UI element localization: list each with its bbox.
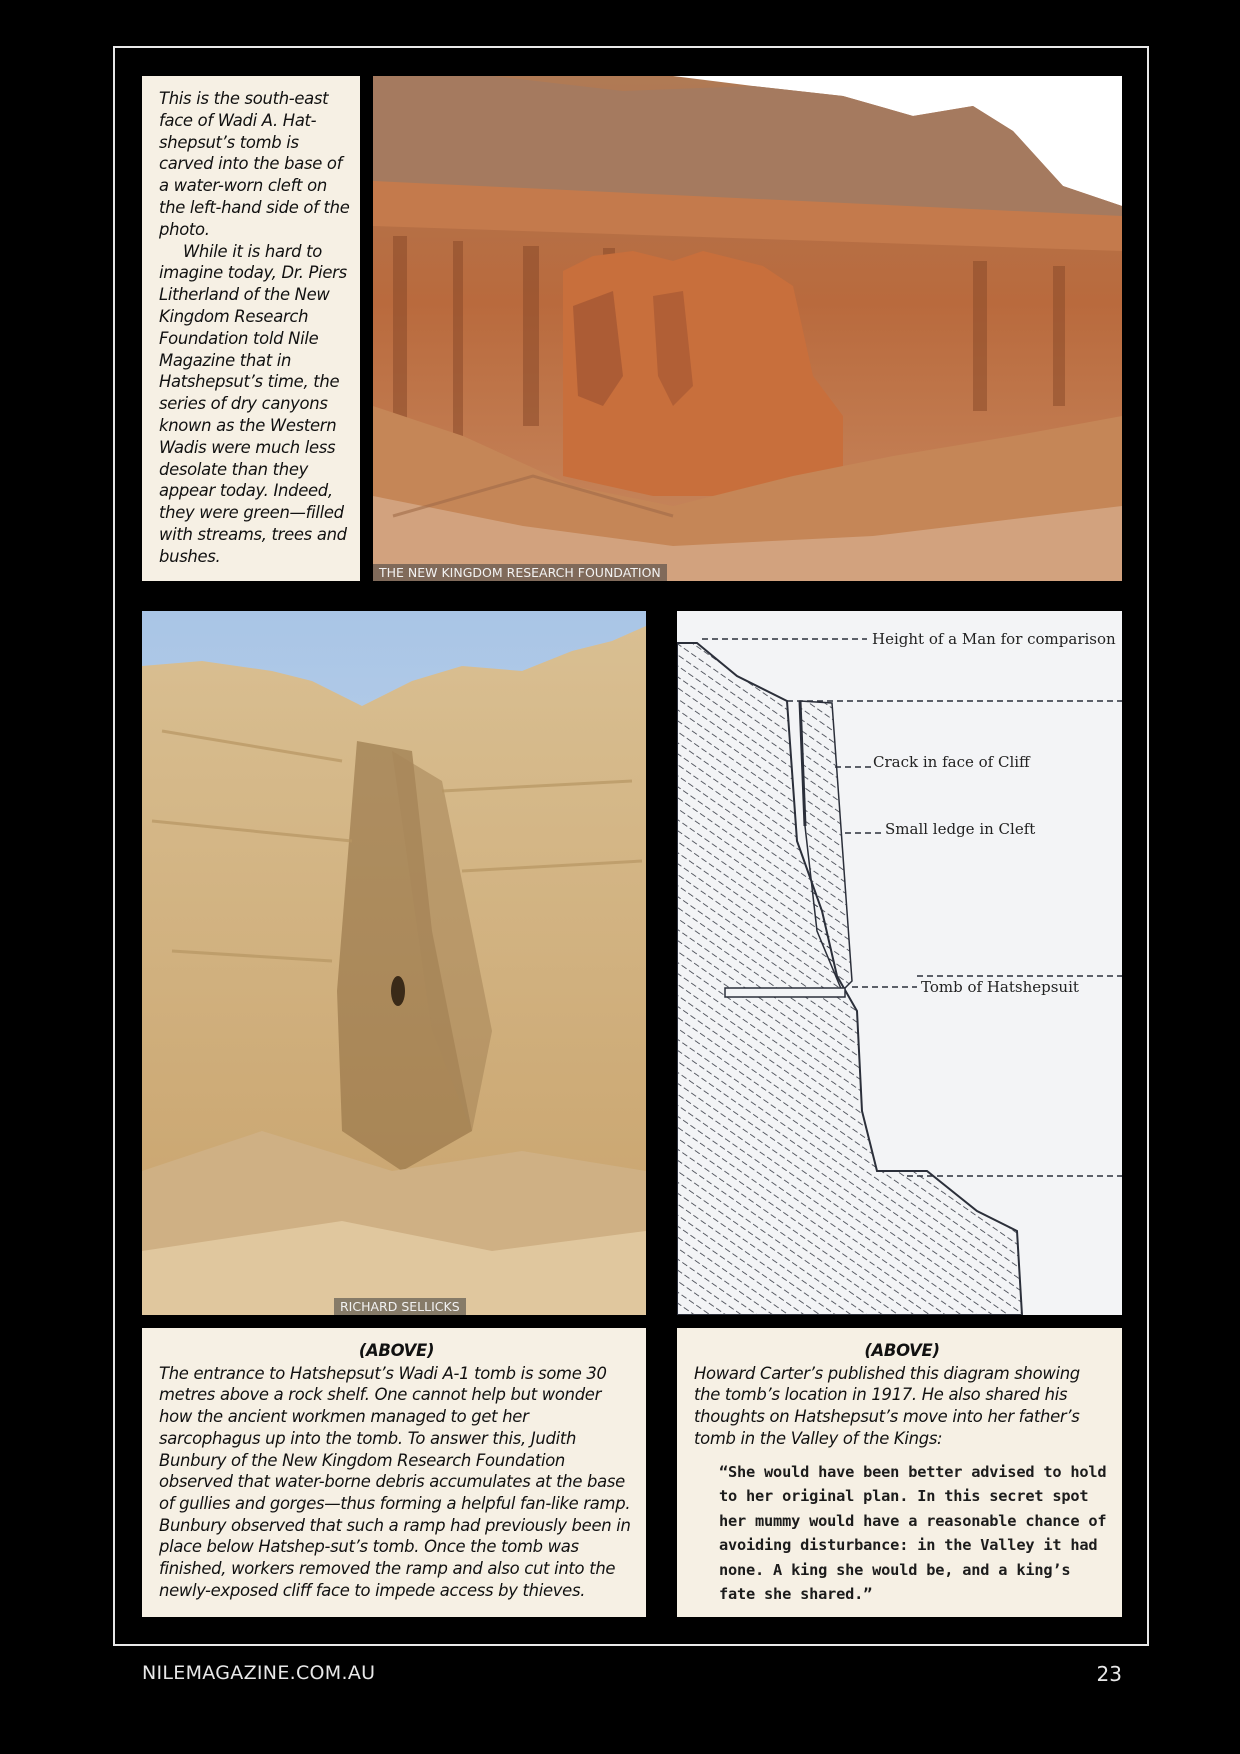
cliff-photo	[373, 76, 1122, 581]
right-caption-heading: (ABOVE)	[864, 1341, 940, 1360]
page-number: 23	[1096, 1662, 1122, 1686]
intro-paragraph-1: This is the south-east face of Wadi A. Hat-shepsut’s tomb is carved into the base of a water-worn cleft on the left-hand side of the photo.	[159, 89, 350, 239]
diagram-label-man: Height of a Man for comparison	[872, 630, 1116, 648]
diagram-label-ledge: Small ledge in Cleft	[885, 820, 1036, 838]
intro-text-box	[142, 76, 360, 581]
diagram-label-crack: Crack in face of Cliff	[873, 753, 1030, 771]
diagram-label-tomb: Tomb of Hatshepsuit	[921, 978, 1079, 996]
footer-website: NILEMAGAZINE.COM.AU	[142, 1662, 376, 1684]
carter-quote: “She would have been better advised to hold to her original plan. In this secret spot her mummy would have a reasonable chance of avoiding disturbance: in the Valley it had none. A king she would be, and a king’s fate she shared.”	[719, 1462, 1107, 1604]
carter-cliff-diagram	[677, 611, 1122, 1315]
intro-paragraph-2: While it is hard to imagine today, Dr. Piers Litherland of the New Kingdom Research Foundation told Nile Magazine that in Hatshepsut’s time, the series of dry canyons known as the Western Wadis were much less desolate than they appear today. Indeed, they were green—filled with streams, trees and bushes.	[159, 241, 347, 566]
right-caption-box	[677, 1328, 1122, 1617]
left-caption-body: The entrance to Hatshepsut’s Wadi A-1 tomb is some 30 metres above a rock shelf. One cannot help but wonder how the ancient workmen managed to get her sarcophagus up into the tomb. To answer this, Judith Bunbury of the New Kingdom Research Foundation observed that water-borne debris accumulates at the base of gullies and gorges—thus forming a helpful fan-like ramp. Bunbury observed that such a ramp had previously been in place below Hatshep-sut’s tomb. Once the tomb was finished, workers removed the ramp and also cut into the newly-exposed cliff face to impede access by thieves.	[159, 1363, 631, 1600]
left-caption-box	[142, 1328, 646, 1617]
cliff-photo-credit: THE NEW KINGDOM RESEARCH FOUNDATION	[373, 564, 667, 581]
tomb-cleft-photo-credit: RICHARD SELLICKS	[334, 1298, 466, 1315]
tomb-cleft-photo	[142, 611, 646, 1315]
left-caption-heading: (ABOVE)	[358, 1341, 435, 1360]
right-caption-body: Howard Carter’s published this diagram showing the tomb’s location in 1917. He also shared his thoughts on Hatshepsut’s move into her father’s tomb in the Valley of the Kings:	[694, 1363, 1080, 1448]
